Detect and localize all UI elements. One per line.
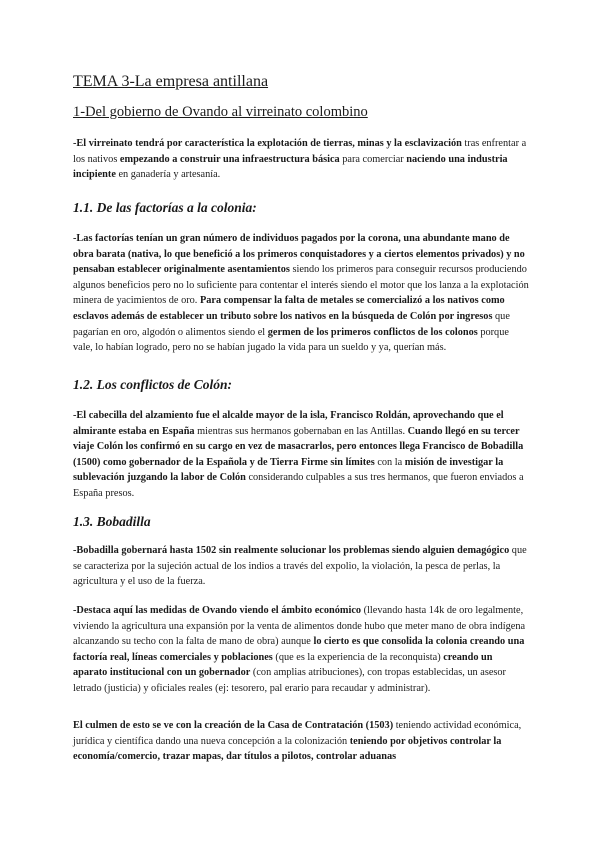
text: para comerciar bbox=[339, 153, 407, 165]
document-title: TEMA 3-La empresa antillana bbox=[73, 73, 269, 90]
bold-text: naciendo una industria incipiente bbox=[73, 153, 508, 181]
text: con la bbox=[374, 456, 405, 468]
bold-text: Para compensar la falta de metales se comercializó a los nativos como esclavos además de establecer un tributo sobre los nativos en la búsqueda de Colón por ingresos bbox=[73, 295, 505, 322]
subheading-conflictos: 1.2. Los conflictos de Colón: bbox=[73, 377, 232, 392]
text: mientras sus hermanos gobernaban en las Antillas. bbox=[194, 425, 408, 437]
bold-text: -Las factorías tenían un gran número de individuos pagados por la corona, una abundante mano de obra barata (nativa, lo que benefició a los primeros conquistadores y a ciertos elementos privados) y no pensaban establecer originalmente asentamientos bbox=[73, 233, 525, 276]
bold-text: -El virreinato tendrá por característica la explotación de tierras, minas y la esclavización bbox=[73, 138, 462, 149]
bold-text: lo cierto es que consolida la colonia creando una factoría real, líneas comerciales y poblaciones bbox=[73, 636, 525, 663]
text: en ganadería y artesanía. bbox=[115, 169, 221, 181]
text: que se caracteriza por la sujeción actual de los indios a través del expolio, la violación, la pesca de perlas, la agricultura y el uso de la fuerza. bbox=[73, 545, 527, 588]
bold-text: -El cabecilla del alzamiento fue el alcalde mayor de la isla, Francisco Roldán, aprovechando que el almirante estaba en España bbox=[73, 410, 504, 437]
bold-text: teniendo por objetivos controlar la economía/comercio, trazar mapas, dar títulos a pilotos, controlar aduanas bbox=[73, 735, 502, 763]
text: teniendo actividad económica, jurídica y científica dando una nueva concepción a la colonización bbox=[73, 720, 522, 747]
bold-text: misión de investigar la sublevación juzgando la labor de Colón bbox=[73, 456, 504, 484]
section-heading: 1-Del gobierno de Ovando al virreinato colombino bbox=[73, 104, 368, 120]
paragraph-casa-contratacion bbox=[73, 718, 529, 765]
text: porque vale, lo habían logrado, pero no se habían jugado la vida para un sueldo y ya, querían más. bbox=[73, 326, 509, 354]
bold-text: empezando a construir una infraestructura básica bbox=[119, 153, 340, 165]
text: (que es la experiencia de la reconquista) bbox=[272, 651, 444, 663]
paragraph-virreinato bbox=[73, 136, 529, 183]
text: (llevando hasta 14k de oro legalmente, viviendo la agricultura una expansión por la venta de alimentos donde hubo que meter mano de obra indígena alcanzando su techo con la falta de mano de obra) aunque bbox=[73, 605, 526, 648]
text: considerando culpables a sus tres hermanos, que fueron enviados a España presos. bbox=[73, 472, 524, 499]
bold-text: germen de los primeros conflictos de los colonos bbox=[267, 326, 478, 338]
paragraph-conflictos bbox=[73, 408, 529, 502]
bold-text: creando un aparato institucional con un gobernador bbox=[73, 651, 493, 679]
text: tras enfrentar a los nativos bbox=[73, 138, 527, 165]
text: (con amplias atribuciones), con tropas establecidas, un asesor letrado (justicia) y oficiales reales (ej: tesorero, pal erario para recaudar y administrar). bbox=[73, 667, 506, 694]
text: que pagarían en oro, algodón o alimentos siendo el bbox=[73, 310, 510, 338]
bold-text: -Destaca aquí las medidas de Ovando viendo el ámbito económico bbox=[73, 605, 362, 616]
bold-text: El culmen de esto se ve con la creación de la Casa de Contratación (1503) bbox=[73, 720, 394, 731]
paragraph-bobadilla bbox=[73, 543, 529, 590]
paragraph-factorias bbox=[73, 231, 529, 356]
text: siendo los primeros para conseguir recursos produciendo algunos beneficios pero no lo suficiente para contentar el interés siendo el motor que los lanza a la explotación minera de yacimientos de oro. bbox=[73, 264, 529, 307]
bold-text: Cuando llegó en su tercer viaje Colón los confirmó en su cargo en vez de masacrarlos, pero entonces llega Francisco de Bobadilla (1500) como gobernador de la Española y de Tierra Firme sin límites bbox=[73, 425, 524, 468]
subheading-bobadilla: 1.3. Bobadilla bbox=[73, 514, 151, 529]
paragraph-ovando bbox=[73, 603, 529, 697]
subheading-factorias: 1.1. De las factorías a la colonia: bbox=[73, 200, 257, 215]
bold-text: -Bobadilla gobernará hasta 1502 sin realmente solucionar los problemas siendo alguien demagógico bbox=[73, 545, 510, 556]
